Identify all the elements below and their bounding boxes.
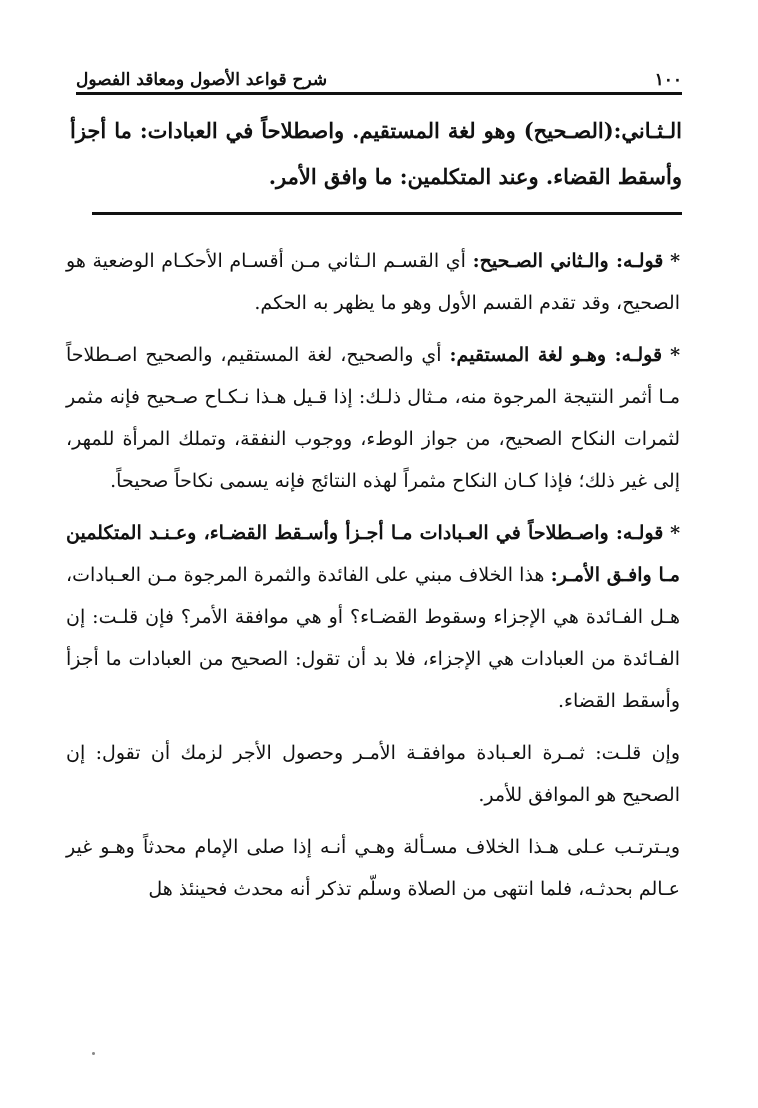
running-header [76, 58, 682, 90]
star-marker: * [670, 250, 681, 272]
commentary-block [66, 240, 680, 920]
commentary-text-2: أي والصحيح، لغة المستقيم، والصحيح اصـطلاحاً مـا أثمر النتيجة المرجوة منه، مـثال ذلـك: إذا قـيل هـذا نـكـاح صـحيح فإنه مثمر لثمرات النكاح الصحيح، من جواز الوطء، ووجوب النفقة، وتملك المرأة للمهر، إلى غير ذلك؛ فإذا كـان النكاح مثمراً لهذه النتائج فإنه يسمى نكاحاً صحيحاً. [66, 344, 680, 492]
book-title: شرح قواعد الأصول ومعاقد الفصول [76, 70, 328, 90]
commentary-paragraph-3 [66, 512, 680, 722]
commentary-paragraph-2 [66, 334, 680, 502]
commentary-lead-3: قولـه: واصـطلاحاً في العـبادات مـا أجـزأ وأسـقط القضـاء، وعـنـد المتكلمين مـا وافـق الأمـر: [66, 522, 680, 586]
commentary-paragraph-5: ويـترتـب عـلى هـذا الخلاف مسـألة وهـي أنـه إذا صلى الإمام محدثاً وهـو غير عـالم بحدثـه، فلما انتهى من الصلاة وسلّم تذكر أنه محدث فحينئذ هل [66, 836, 680, 900]
commentary-paragraph-1 [66, 240, 680, 324]
commentary-paragraph-4: وإن قلـت: ثمـرة العـبادة موافقـة الأمـر وحصول الأجر لزمك أن تقول: إن الصحيح هو الموافق للأمر. [66, 742, 680, 806]
commentary-lead-1: قولـه: والـثاني الصـحيح: [472, 250, 664, 272]
header-rule [76, 92, 682, 95]
page-number: ١٠٠ [654, 70, 682, 90]
star-marker: * [670, 522, 680, 544]
commentary-text-3: هذا الخلاف مبني على الفائدة والثمرة المرجوة مـن العـبادات، هـل الفـائدة هي الإجزاء وسقوط القضـاء؟ أو هي موافقة الأمر؟ فإن قلـت: إن الفـائدة من العبادات هي الإجزاء، فلا بد أن تقول: الصحيح من العبادات ما أجزأ وأسقط القضاء. [66, 564, 680, 712]
matn-text-block [70, 108, 682, 200]
commentary-text-1: أي القسـم الـثاني مـن أقسـام الأحكـام الوضعية هو الصحيح، وقد تقدم القسم الأول وهو ما يظهر به الحكم. [66, 250, 680, 314]
star-marker: * [670, 344, 681, 366]
commentary-lead-2: قولـه: وهـو لغة المستقيم: [449, 344, 663, 366]
scan-speck [92, 1052, 95, 1055]
matn-paragraph: الـثـاني:(الصـحيح) وهو لغة المستقيم. واصطلاحاً في العبادات: ما أجزأ وأسقط القضاء. وعند المتكلمين: ما وافق الأمر. [70, 118, 682, 189]
separator-rule [92, 212, 682, 215]
